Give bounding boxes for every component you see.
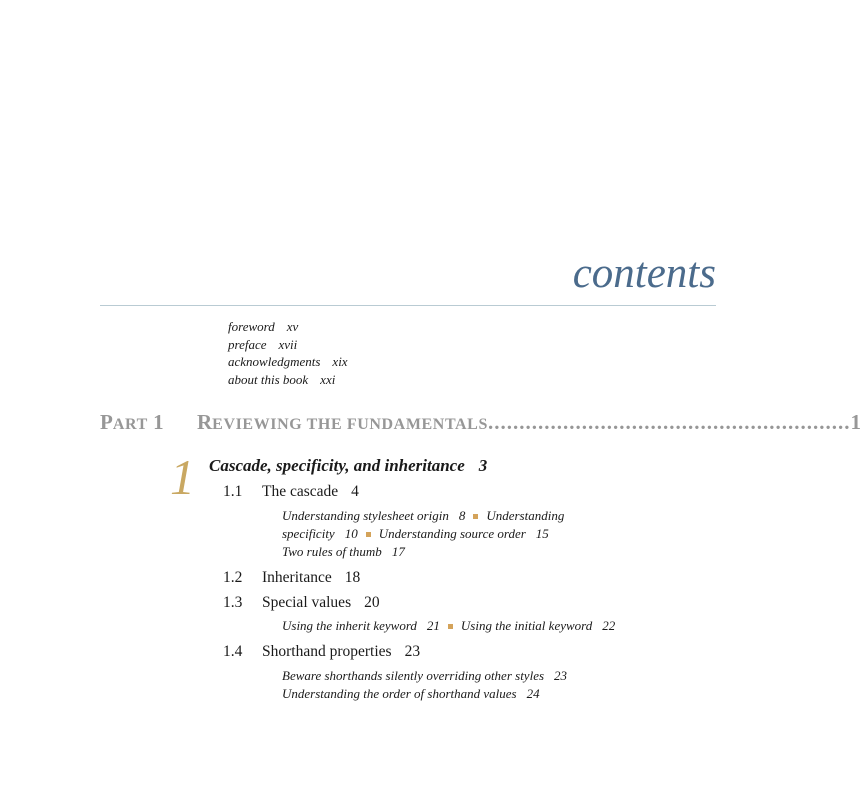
front-matter-list bbox=[228, 318, 348, 388]
section-number: 1.4 bbox=[223, 643, 243, 660]
front-matter-label: preface bbox=[228, 336, 267, 352]
part-label bbox=[100, 410, 197, 435]
front-matter-item-preface[interactable] bbox=[228, 336, 348, 354]
section-number: 1.3 bbox=[223, 594, 243, 611]
subsection-page: 10 bbox=[344, 526, 358, 541]
subsection-page: 17 bbox=[391, 544, 405, 559]
front-matter-item-about-this-book[interactable] bbox=[228, 371, 348, 389]
subsection-item[interactable] bbox=[282, 508, 465, 523]
section-title: Special values bbox=[262, 594, 352, 611]
subsection-list-1-1 bbox=[282, 507, 564, 561]
section-number: 1.1 bbox=[223, 483, 243, 500]
front-matter-label: foreword bbox=[228, 319, 275, 334]
subsection-item[interactable] bbox=[379, 526, 549, 541]
subsection-title: Using the initial keyword bbox=[460, 618, 593, 633]
front-matter-page: xvii bbox=[278, 336, 298, 352]
part-title-rest: EVIEWING THE FUNDAMENTALS bbox=[212, 416, 488, 433]
section-page: 18 bbox=[344, 569, 361, 586]
subsection-list-1-4 bbox=[282, 667, 567, 703]
section-page: 4 bbox=[351, 483, 359, 500]
subsection-title: Understanding source order bbox=[378, 526, 526, 541]
part-number: 1 bbox=[153, 410, 164, 434]
subsection-item[interactable] bbox=[282, 526, 358, 541]
subsection-title: Understanding stylesheet origin bbox=[282, 508, 449, 523]
subsection-item[interactable] bbox=[282, 668, 567, 683]
section-1-2[interactable] bbox=[223, 569, 360, 587]
section-number: 1.2 bbox=[223, 569, 243, 586]
chapter-title: Cascade, specificity, and inheritance bbox=[209, 456, 465, 475]
subsection-page: 23 bbox=[554, 668, 568, 683]
subsection-line bbox=[282, 525, 564, 543]
subsection-title: specificity bbox=[282, 526, 335, 541]
front-matter-label: acknowledgments bbox=[228, 354, 321, 369]
part-title-initial: R bbox=[197, 410, 213, 434]
subsection-page: 22 bbox=[602, 618, 616, 633]
subsection-title: Two rules of thumb bbox=[282, 544, 382, 559]
section-title: Shorthand properties bbox=[262, 643, 392, 660]
subsection-list-1-3 bbox=[282, 617, 615, 635]
subsection-page: 24 bbox=[526, 686, 540, 701]
section-title: Inheritance bbox=[262, 569, 332, 586]
section-1-3[interactable] bbox=[223, 594, 380, 612]
part-page: 1 bbox=[850, 410, 861, 434]
front-matter-label: about this book bbox=[228, 371, 309, 387]
part-label-rest: ART bbox=[112, 416, 148, 433]
front-matter-page: xxi bbox=[320, 371, 336, 387]
part-title bbox=[197, 410, 488, 435]
chapter-page: 3 bbox=[478, 456, 488, 475]
chapter-title-entry[interactable] bbox=[209, 456, 487, 476]
section-1-4[interactable] bbox=[223, 643, 420, 661]
part-label-initial: P bbox=[100, 410, 113, 434]
subsection-item[interactable] bbox=[282, 544, 405, 559]
chapter-number: 1 bbox=[170, 449, 195, 505]
section-page: 20 bbox=[364, 594, 380, 611]
subsection-item[interactable] bbox=[282, 686, 540, 701]
contents-heading: contents bbox=[572, 250, 716, 297]
subsection-line bbox=[282, 617, 615, 635]
subsection-page: 15 bbox=[535, 526, 549, 541]
subsection-line bbox=[282, 685, 567, 703]
part-leader-dots: .......................................................... bbox=[487, 410, 851, 434]
subsection-title[interactable]: Understanding bbox=[486, 508, 565, 523]
subsection-title: Understanding the order of shorthand values bbox=[282, 686, 517, 701]
bullet-separator bbox=[473, 514, 478, 519]
subsection-item[interactable] bbox=[461, 618, 615, 633]
bullet-separator bbox=[366, 532, 371, 537]
heading-rule bbox=[100, 305, 716, 306]
subsection-line bbox=[282, 543, 564, 561]
subsection-line bbox=[282, 507, 564, 525]
subsection-page: 8 bbox=[458, 508, 466, 523]
section-title: The cascade bbox=[262, 483, 339, 500]
subsection-line bbox=[282, 667, 567, 685]
front-matter-page: xv bbox=[286, 319, 299, 334]
part-1-entry[interactable] bbox=[100, 410, 861, 435]
front-matter-item-acknowledgments[interactable] bbox=[228, 353, 348, 371]
subsection-title: Using the inherit keyword bbox=[282, 618, 417, 633]
front-matter-item-foreword[interactable] bbox=[228, 318, 348, 336]
section-page: 23 bbox=[404, 643, 421, 660]
bullet-separator bbox=[448, 624, 453, 629]
subsection-item[interactable] bbox=[282, 618, 440, 633]
subsection-page: 21 bbox=[426, 618, 440, 633]
front-matter-page: xix bbox=[332, 354, 348, 369]
section-1-1[interactable] bbox=[223, 483, 359, 501]
subsection-title: Beware shorthands silently overriding other styles bbox=[282, 668, 545, 683]
